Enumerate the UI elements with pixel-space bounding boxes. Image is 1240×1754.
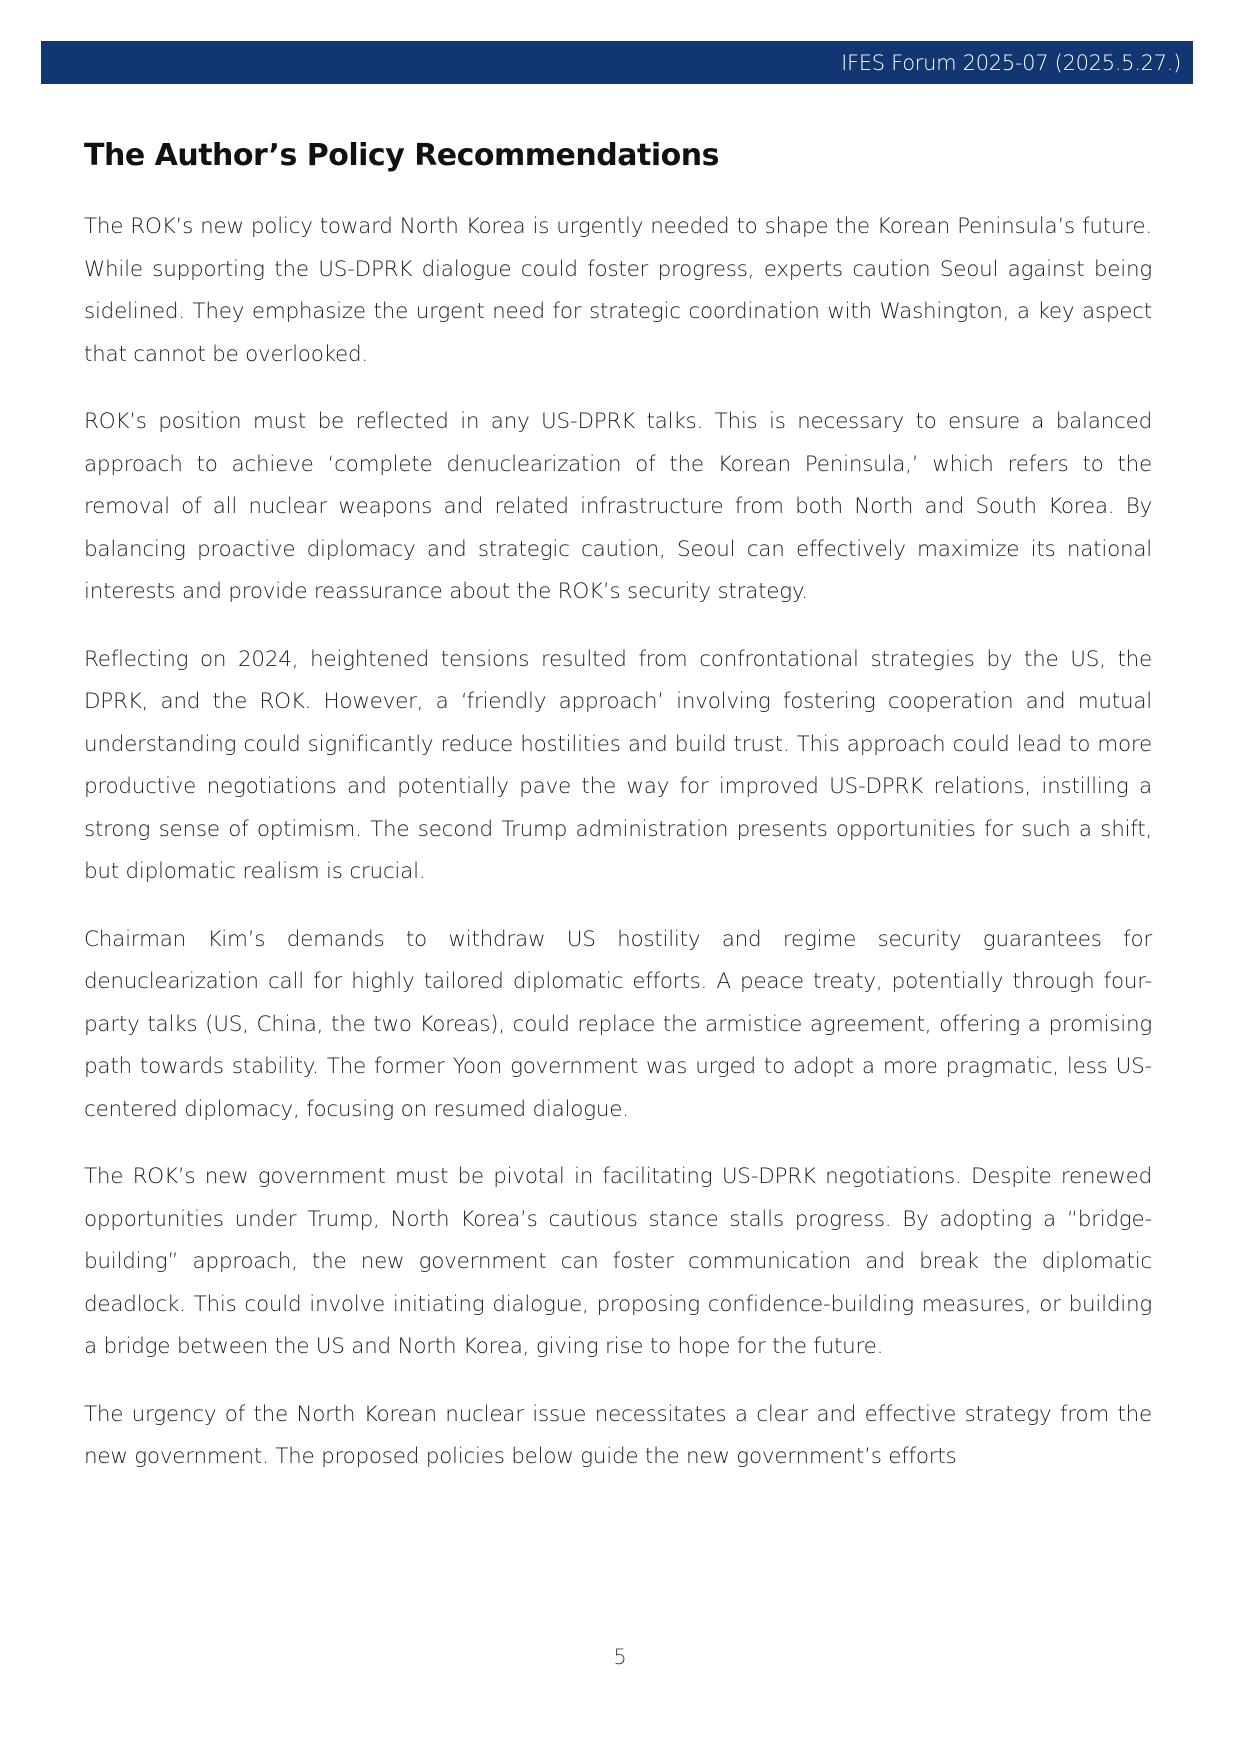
paragraph-3: Reflecting on 2024, heightened tensions resulted from confrontational strategies by the US, the DPRK, and the ROK. However, a ‘friendly approach’ involving fostering cooperation and mutual understanding could significantly reduce hostilities and build trust. This approach could lead to more productive negotiations and potentially pave the way for improved US-DPRK relations, instilling a strong sense of optimism. The second Trump administration presents opportunities for such a shift, but diplomatic realism is crucial.: [84, 646, 1152, 884]
paragraph-4: Chairman Kim’s demands to withdraw US hostility and regime security guarantees for denuclearization call for highly tailored diplomatic efforts. A peace treaty, potentially through four-party talks (US, China, the two Koreas), could replace the armistice agreement, offering a promising path towards stability. The former Yoon government was urged to adopt a more pragmatic, less US-centered diplomacy, focusing on resumed dialogue.: [84, 926, 1152, 1122]
paragraph-6: The urgency of the North Korean nuclear issue necessitates a clear and effective strategy from the new government. The proposed policies below guide the new government’s efforts: [84, 1401, 1152, 1469]
header-bar: [41, 41, 1193, 84]
main-content: [84, 136, 1152, 1504]
paragraph-5: The ROK’s new government must be pivotal in facilitating US-DPRK negotiations. Despite renewed opportunities under Trump, North Korea’s cautious stance stalls progress. By adopting a “bridge-building” approach, the new government can foster communication and break the diplomatic deadlock. This could involve initiating dialogue, proposing confidence-building measures, or building a bridge between the US and North Korea, giving rise to hope for the future.: [84, 1164, 1152, 1359]
page-number: 5: [613, 1645, 627, 1669]
paragraph-1: The ROK’s new policy toward North Korea is urgently needed to shape the Korean Peninsula’s future. While supporting the US-DPRK dialogue could foster progress, experts caution Seoul against being sidelined. They emphasize the urgent need for strategic coordination with Washington, a key aspect that cannot be overlooked.: [84, 214, 1152, 367]
section-title: The Author’s Policy Recommendations: [84, 138, 719, 173]
running-title: IFES Forum 2025-07 (2025.5.27.): [841, 50, 1181, 75]
paragraph-2: ROK’s position must be reflected in any US-DPRK talks. This is necessary to ensure a balanced approach to achieve ‘complete denuclearization of the Korean Peninsula,’ which refers to the removal of all nuclear weapons and related infrastructure from both North and South Korea. By balancing proactive diplomacy and strategic caution, Seoul can effectively maximize its national interests and provide reassurance about the ROK’s security strategy.: [84, 409, 1152, 604]
